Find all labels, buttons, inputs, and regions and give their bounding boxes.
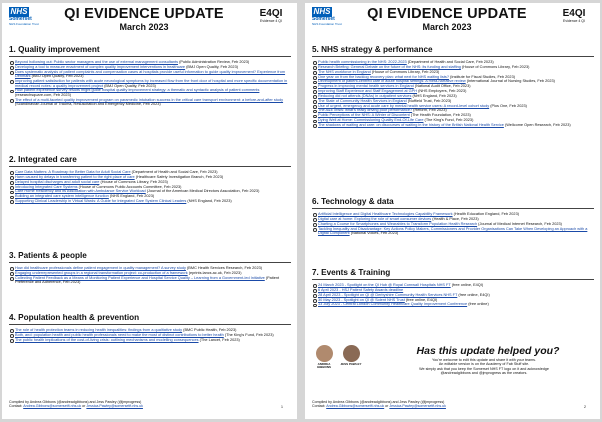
article-link[interactable]: How patient experience survey results might guide hospital quality improvement strategy: a thematic and syntactic analysis of patient comments xyxy=(15,88,260,93)
help-heading: Has this update helped you? xyxy=(416,345,560,357)
nhs-org-subtitle: NHS Foundation Trust xyxy=(9,21,39,26)
article-source: (International Journal of Nursing Studies, Feb 2023) xyxy=(465,79,555,84)
nhs-badge: NHS xyxy=(313,7,331,16)
email-link-jess[interactable]: Jessica.Pawley@somersetft.nhs.uk xyxy=(86,404,143,409)
page-number: 1 xyxy=(281,405,283,409)
article-source: (BMJ Open Quality, Feb 2023) xyxy=(30,74,84,79)
article-source: (National Voices, Feb 2023) xyxy=(349,231,399,236)
nhs-org-subtitle: NHS Foundation Trust xyxy=(312,21,342,26)
list-item xyxy=(9,276,291,285)
article-source: (free online, E4QI) xyxy=(404,297,438,302)
footer-or: or xyxy=(384,404,390,409)
footer-compiled: Compiled by Andrea Gibbons (@andreadgibbons) and Jess Pawley (@jmprogress) xyxy=(312,399,445,404)
help-line: We simply ask that you keep the Somerset NHS FT logo on it and acknowledge xyxy=(419,366,549,371)
section-list xyxy=(312,283,594,307)
e4qi-logo-subtitle: Evidence 4 QI xyxy=(260,19,282,23)
nhs-logo xyxy=(312,7,348,26)
article-source: (Health & Place, Feb 2023) xyxy=(431,216,479,221)
article-source: (Institute for Fiscal Studies, Feb 2023) xyxy=(448,74,515,79)
article-source: (eprints.lancs.ac.uk, Feb 2023) xyxy=(187,270,242,275)
section-events-training xyxy=(312,268,594,307)
page-title: QI EVIDENCE UPDATE xyxy=(64,6,224,22)
article-link[interactable]: Engaging underrepresented groups in a regional transformation project: co-production of a framework xyxy=(15,270,188,275)
e4qi-logo-text: E4QI xyxy=(562,8,586,19)
article-link[interactable]: The shadows of waiting and care: on discourses of waiting in the history of the British National Health Service xyxy=(318,122,504,127)
avatar-name: ANDREA GIBBONS xyxy=(316,362,331,370)
article-link[interactable]: Charting a Course for Smartphones and Wearables to Transform Population Health Research xyxy=(318,221,478,226)
jess-photo xyxy=(343,345,360,362)
title-block xyxy=(54,6,234,32)
article-source: (Public Administration Review, Feb 2023) xyxy=(178,60,250,64)
article-source: (free online, E4QI) xyxy=(450,283,484,287)
article-source: (NHS England, Feb 2023) xyxy=(411,93,457,98)
list-item xyxy=(9,199,291,204)
section-list xyxy=(312,212,594,236)
article-source: (Scandinavian Journal of Trauma, Resuscitation and Emergency Medicine, Feb 2023) xyxy=(15,102,161,107)
page-header xyxy=(305,3,600,43)
article-link[interactable]: Use of urgent, emergency and acute care by mental health service users: A record-level cohort study xyxy=(318,103,490,108)
article-link[interactable]: Building an integrated care system intelligence function xyxy=(15,194,109,199)
nhs-org-name: Somerset xyxy=(9,16,32,22)
article-source: (researchsquare.com, Feb 2023) xyxy=(15,93,71,98)
article-source: (free online, E4QI) xyxy=(457,292,490,297)
help-box xyxy=(312,345,594,379)
article-link[interactable]: Harm caused by delays in transferring patient to the right place of care xyxy=(15,174,135,179)
article-link[interactable]: Delayed hospital discharges and adult social care xyxy=(15,179,100,184)
article-source: (National Audit Office, Feb 2023) xyxy=(413,84,471,89)
section-list xyxy=(9,60,291,107)
article-source: (Department of Health and Social Care, Feb 2023) xyxy=(406,60,494,64)
article-source: (House of Commons Library, Feb 2023) xyxy=(370,69,440,74)
section-quality-improvement xyxy=(9,45,291,107)
article-link[interactable]: Developing a tool to measure enactment of complex quality improvement interventions in healthcare xyxy=(15,64,186,69)
article-link[interactable]: The NHS workforce in England xyxy=(318,69,371,74)
footer-contact xyxy=(9,404,269,409)
section-nhs-strategy xyxy=(312,45,594,128)
article-source: (Wellcome Open Research, Feb 2023) xyxy=(503,122,571,127)
footer-or: or xyxy=(81,404,87,409)
page-title: QI EVIDENCE UPDATE xyxy=(367,6,527,22)
e4qi-logo-subtitle: Evidence 4 QI xyxy=(563,19,585,23)
article-link[interactable]: Public health commissioning in the NHS: 2022-2023 xyxy=(318,60,407,64)
article-source: (The Health Foundation, Feb 2023) xyxy=(409,113,471,118)
avatar-andrea xyxy=(312,345,336,373)
section-list xyxy=(9,328,291,342)
section-heading: 5. NHS strategy & performance xyxy=(312,45,433,54)
article-link[interactable]: Care Data Matters: A Roadmap for Better Data for Adult Social Care xyxy=(15,170,131,174)
article-link[interactable]: Care Home Residency and its Association with Ambulance Service Workload xyxy=(15,189,146,194)
article-link[interactable]: 24 March 2023 - Spotlight on the QI Hub @ Royal Cornwall Hospitals NHS FT xyxy=(318,283,451,287)
help-line: You're welcome to edit this update and share it with your teams. xyxy=(431,358,537,362)
section-heading: 3. Patients & people xyxy=(9,251,87,260)
article-source: (House of Commons Library, Feb 2023) xyxy=(460,64,530,69)
article-link[interactable]: 6 April 2023 - HSJ Patient Safety Awards deadline xyxy=(318,287,404,292)
e4qi-logo xyxy=(253,8,289,23)
list-item xyxy=(312,302,594,307)
section-heading: 4. Population health & prevention xyxy=(9,313,140,322)
article-link[interactable]: 30 May 2023 - Spotlight on QI @ Solent NHS Trust xyxy=(318,297,405,302)
list-item xyxy=(9,338,291,343)
avatar-name: JESS PAWLEY xyxy=(340,362,362,366)
article-link[interactable]: Artificial Intelligence and Digital Healthcare Technologies Capability Framework xyxy=(318,212,453,216)
page-number: 2 xyxy=(584,405,586,409)
article-link[interactable]: Digital care at home: Exploring the role of smart consumer devices xyxy=(318,216,432,221)
title-block xyxy=(357,6,537,32)
section-divider xyxy=(312,56,594,57)
article-source: (Journal of the American Medical Directors Association, Feb 2023) xyxy=(145,189,260,194)
article-source: (The Lancet, Feb 2023) xyxy=(198,337,240,342)
footer-contact-label: Contact: xyxy=(312,404,327,409)
article-link[interactable]: Introducing Integrated Care Systems xyxy=(15,184,78,189)
article-link[interactable]: Development of patient-centred care in acute hospital settings: A meta-narrative review xyxy=(318,79,466,84)
list-item xyxy=(9,79,291,88)
article-source: (Healthcare Safety Investigation Branch, Feb 2023) xyxy=(134,174,224,179)
article-source: (Journal of Medical Internet Research, Feb 2023) xyxy=(477,221,562,226)
page-2 xyxy=(305,3,600,419)
article-source: (NHS Employers, Feb 2023) xyxy=(417,89,467,94)
article-source: (The King's Fund, Feb 2023) xyxy=(423,118,474,123)
section-divider xyxy=(312,279,594,280)
article-source: (The King's Fund, Feb 2023) xyxy=(223,332,274,337)
section-list xyxy=(9,170,291,204)
page-1 xyxy=(2,3,297,419)
section-technology-data xyxy=(312,197,594,236)
article-link[interactable]: The A&E crisis: what's really driving poor performance? xyxy=(318,108,413,113)
page-header xyxy=(2,3,297,43)
section-divider xyxy=(9,262,291,263)
article-link[interactable]: 28 April 2023 - Spotlight on QI @ Derbyshire Community Health Services NHS FT xyxy=(318,292,458,297)
article-link[interactable]: Tackling Inequality and Disadvantage: Key Actions Policy Makers, Commissioners and Provider Organisations Can Take When Developing an Approach with a Digital Component xyxy=(318,226,588,236)
article-link[interactable]: Public Perceptions of the NHS: A Winter of Discontent xyxy=(318,113,410,118)
article-link[interactable]: The role of health protection teams in reducing health inequalities: findings from a qualitative study xyxy=(15,328,183,332)
email-link-jess[interactable]: Jessica.Pawley@somersetft.nhs.uk xyxy=(389,404,446,409)
article-link[interactable]: The public health implications of the cost-of-living crisis: outlining mechanisms and modelling consequences xyxy=(15,337,199,342)
section-list xyxy=(9,266,291,285)
article-source: (House of Commons Public Accounts Committee, Feb 2023) xyxy=(77,184,182,189)
section-heading: 2. Integrated care xyxy=(9,155,77,164)
help-line: An editable version is on the Academy of Fab Stuff site. xyxy=(438,362,530,367)
article-link[interactable]: How did healthcare professionals define patient engagement in quality management? A survey study xyxy=(15,266,186,270)
article-link[interactable]: Beyond hollowing out: Public sector managers and the use of external management consultants xyxy=(15,60,179,64)
article-link[interactable]: Reducing did not attends (DNAs) in outpatient services xyxy=(318,93,412,98)
section-divider xyxy=(312,208,594,209)
article-link[interactable]: Collecting Patient Feedback as a Means of Monitoring Patient Experience and Hospital Service Quality – Learning from a Government-led Initiative xyxy=(15,275,265,280)
article-source: (free online) xyxy=(467,302,489,307)
article-link[interactable]: Does systematic analysis of patient complaints and compensation cases at hospitals provide useful information to guide quality improvement? Experience from Denmark xyxy=(15,69,286,79)
andrea-photo xyxy=(316,345,333,362)
article-link[interactable]: Both, and: population health and public health professionals need to make the most of distinct contributions to better health xyxy=(15,332,224,337)
article-link[interactable]: The State of Community Health Services in England xyxy=(318,98,407,103)
email-link-andrea[interactable]: Andrea.Gibbons@somersetft.nhs.uk xyxy=(23,404,82,409)
avatar-jess xyxy=(339,345,363,373)
list-item xyxy=(9,88,291,97)
article-source: (Department of Health and Social Care, Feb 2023) xyxy=(130,170,218,174)
article-source: (Patient Preference and Adherence, Feb 2023) xyxy=(15,275,280,285)
article-source: (NHS England, Feb 2023) xyxy=(108,194,155,199)
article-source: (BMC Health Services Research, Feb 2023) xyxy=(185,266,263,270)
footer xyxy=(312,400,572,409)
section-patients-people xyxy=(9,251,291,285)
footer-contact-label: Contact: xyxy=(9,404,24,409)
help-line: @andreadgibbons and @jmprogress as the creators. xyxy=(440,371,528,376)
section-divider xyxy=(9,56,291,57)
article-link[interactable]: Research Briefing: General Debate on the future of the NHS: its funding and staffing xyxy=(318,64,461,69)
e4qi-logo-text: E4QI xyxy=(259,8,283,19)
nhs-badge: NHS xyxy=(10,7,28,16)
footer-contact xyxy=(312,404,572,409)
article-source: (Nuffield Trust, Feb 2023) xyxy=(406,98,452,103)
article-source: (BMC Public Health, Feb 2023) xyxy=(182,328,237,332)
article-link[interactable]: Improving patient satisfaction for patients with acute neurological symptoms by increased flow from the front door of hospital and more specific documentation in medical record notes: a quality improvement project xyxy=(15,79,288,88)
footer xyxy=(9,400,269,409)
article-link[interactable]: 13 July 2023 - Central London Community Healthcare Quality Improvement Conference xyxy=(318,302,468,307)
article-link[interactable]: Progress in improving mental health services in England xyxy=(318,84,414,89)
section-divider xyxy=(9,324,291,325)
email-link-andrea[interactable]: Andrea.Gibbons@somersetft.nhs.uk xyxy=(326,404,385,409)
nhs-org-name: Somerset xyxy=(312,16,335,22)
article-source: (NHS England, Feb 2023) xyxy=(186,199,232,204)
section-divider xyxy=(9,166,291,167)
article-source: (Plos One, Feb 2023) xyxy=(489,103,527,108)
article-link[interactable]: One year on from the backlog recovery plan: what next for NHS waiting lists? xyxy=(318,74,449,79)
list-item xyxy=(9,98,291,107)
list-item xyxy=(9,70,291,79)
section-population-health xyxy=(9,313,291,343)
article-source: (House of Commons Library, Feb 2023) xyxy=(99,179,168,184)
article-source: (Health Education England, Feb 2023) xyxy=(452,212,519,216)
nhs-logo xyxy=(9,7,45,26)
section-list xyxy=(312,60,594,128)
section-heading: 1. Quality improvement xyxy=(9,45,100,54)
footer-compiled: Compiled by Andrea Gibbons (@andreadgibbons) and Jess Pawley (@jmprogress) xyxy=(9,399,142,404)
article-source: (BMJ Open Quality, Feb 2023) xyxy=(185,64,238,69)
section-heading: 7. Events & Training xyxy=(312,268,391,277)
page-subtitle: March 2023 xyxy=(119,22,169,32)
list-item xyxy=(312,227,594,236)
section-integrated-care xyxy=(9,155,291,204)
section-heading: 6. Technology & data xyxy=(312,197,394,206)
article-link[interactable]: Dying Well at Home: Commissioning Quality End-Of-Life Care xyxy=(318,118,424,123)
e4qi-logo xyxy=(556,8,592,23)
article-source: (BMJ Open Quality, Feb 2023) xyxy=(103,83,156,88)
list-item xyxy=(312,123,594,128)
help-text xyxy=(374,358,594,376)
article-source: (Reform, Feb 2023) xyxy=(412,108,447,113)
article-link[interactable]: Improving Staff Experience and Staff Engagement at GPH xyxy=(318,89,417,94)
page-subtitle: March 2023 xyxy=(422,22,472,32)
article-link[interactable]: Supporting Clinical Leadership in Virtual Wards: A Guide for Integrated Care System Clinical Leaders xyxy=(15,199,187,204)
article-link[interactable]: The effect of a multi-faceted quality improvement program on paramedic intubation success in the critical care transport environment: a before-and-after study xyxy=(15,97,284,102)
